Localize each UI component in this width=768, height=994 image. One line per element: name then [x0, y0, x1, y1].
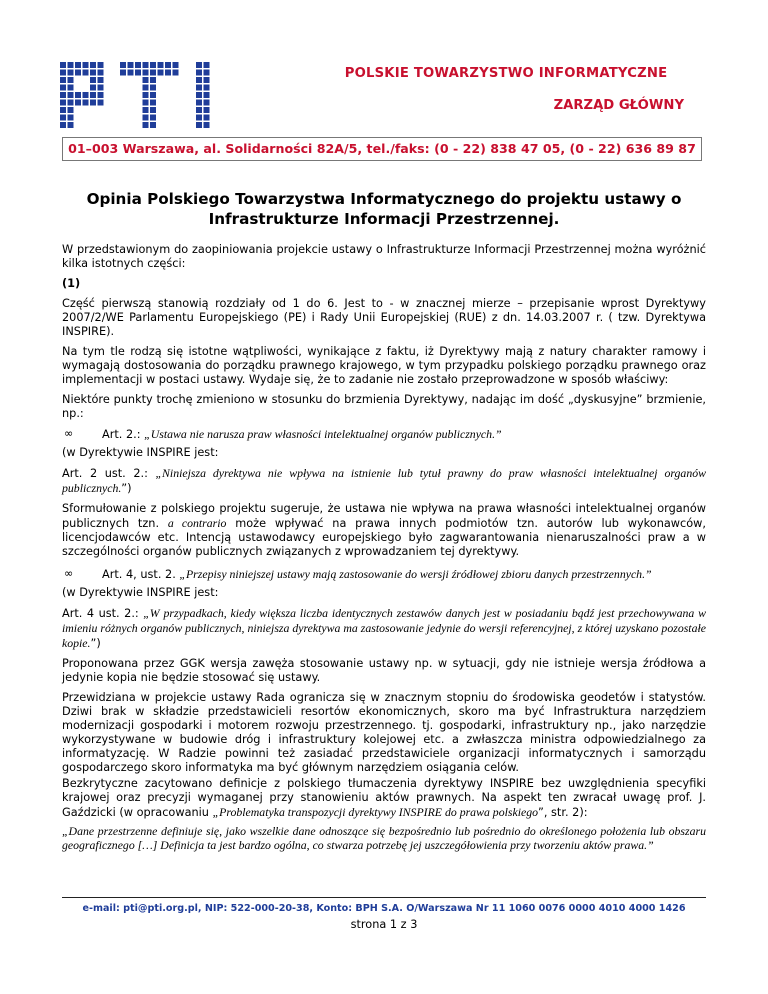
logo-pixel [83, 92, 89, 98]
logo-pixel [143, 122, 149, 128]
bullet1-ref-label: (w Dyrektywie INSPIRE jest: [62, 446, 219, 459]
logo-pixel [173, 62, 179, 68]
logo-pixel [75, 100, 81, 106]
footer-divider [62, 897, 706, 898]
logo-pixel [75, 62, 81, 68]
section1-paragraph: Część pierwszą stanowią rozdziały od 1 do 6. Jest to - w znacznej mierze – przepisanie wprost Dyrektywy 2007/2/WE Parlamentu Europejskiego (PE) i Rady Unii Europejskiej (RUE) z dn. 14.03.2007 r. ( tzw. Dyrektywa INSPIRE). [62, 297, 706, 338]
logo-pixel [60, 77, 66, 83]
bullet2-comment-1: Proponowana przez GGK wersja zawęża stosowanie ustawy np. w sytuacji, gdy nie istnieje wersja źródłowa a jedynie kopia nie będzie stosować się ustawy. [62, 657, 706, 684]
logo-pixel [60, 107, 66, 113]
logo-pixel [68, 77, 74, 83]
logo-pixel [204, 122, 210, 128]
logo-pixel [143, 100, 149, 106]
logo-pixel [68, 115, 74, 121]
bullet-icon: ∞ [64, 567, 74, 580]
logo-pixel [135, 70, 141, 76]
logo-pixel [90, 92, 96, 98]
bullet-icon: ∞ [64, 427, 74, 440]
logo-pixel [60, 115, 66, 121]
logo-pixel [158, 70, 164, 76]
final-quote: „Dane przestrzenne definiuje się, jako wszelkie dane odnoszące się bezpośrednio lub pośrednio do określonego położenia lub obszaru geograficznego […] Definicja ta jest bardzo ogólna, co stwarza potrzebę jej uszczegółowienia przy tworzeniu aktów prawa.” [62, 824, 706, 852]
logo-pixel [98, 100, 104, 106]
logo-pixel [150, 77, 156, 83]
logo-pixel [128, 70, 134, 76]
logo-pixel [143, 107, 149, 113]
bullet1-ref: Art. 2 ust. 2.: „Niniejsza dyrektywa nie wpływa na istnienie lub tytuł prawny do praw własności intelektualnej organów publicznych.”) [62, 466, 706, 495]
logo-pixel [204, 107, 210, 113]
logo-pixel [60, 62, 66, 68]
bullet-item-2 [64, 567, 706, 582]
logo-pixel [60, 85, 66, 91]
logo-pixel [143, 115, 149, 121]
pti-logo [60, 62, 318, 134]
paragraph-2: Na tym tle rodzą się istotne wątpliwości, wynikające z faktu, iż Dyrektywy mają z natury charakter ramowy i wymagają dostosowania do porządku prawnego krajowego, w tym przypadku polskiego porządku prawnego oraz implementacji w postaci ustawy. Wydaje się, że to zadanie nie zostało przeprowadzone w sposób właściwy: [62, 345, 706, 386]
logo-pixel [173, 70, 179, 76]
logo-pixel [165, 62, 171, 68]
logo-pixel [90, 100, 96, 106]
logo-pixel [128, 62, 134, 68]
bullet1-text: Art. 2.: „Ustawa nie narusza praw własności intelektualnej organów publicznych.” [102, 427, 502, 441]
logo-pixel [150, 122, 156, 128]
logo-pixel [68, 92, 74, 98]
logo-pixel [83, 62, 89, 68]
logo-pixel [90, 70, 96, 76]
logo-pixel [204, 77, 210, 83]
logo-pixel [60, 70, 66, 76]
logo-pixel [68, 122, 74, 128]
logo-pixel [98, 62, 104, 68]
logo-pixel [150, 100, 156, 106]
logo-pixel [196, 92, 202, 98]
paragraph-4: Bezkrytyczne zacytowano definicje z polskiego tłumaczenia dyrektywy INSPIRE bez uwzględnienia specyfiki krajowej oraz precyzji wymaganej przy stanowieniu aktów prawnych. Na aspekt ten zwracał uwagę prof. J. Gaździcki (w opracowaniu „Problematyka transpozycji dyrektywy INSPIRE do prawa polskiego”, str. 2): [62, 777, 706, 819]
footer-contact: e-mail: pti@pti.org.pl, NIP: 522-000-20-38, Konto: BPH S.A. O/Warszawa Nr 11 1060 0076 0000 4010 4000 1426 [82, 903, 686, 914]
logo-pixel [90, 62, 96, 68]
logo-pixel [196, 107, 202, 113]
logo-pixel [196, 100, 202, 106]
logo-pixel [90, 85, 96, 91]
logo-pixel [98, 77, 104, 83]
logo-pixel [150, 85, 156, 91]
logo-pixel [204, 85, 210, 91]
page-number: strona 1 z 3 [350, 918, 418, 931]
intro-paragraph: W przedstawionym do zaopiniowania projekcie ustawy o Infrastrukturze Informacji Przestrzennej można wyróżnić kilka istotnych części: [62, 243, 706, 270]
logo-pixel [150, 115, 156, 121]
logo-pixel [143, 92, 149, 98]
logo-pixel [135, 62, 141, 68]
bullet2-ref: Art. 4 ust. 2.: „W przypadkach, kiedy większa liczba identycznych zestawów danych jest w posiadaniu bądź jest przechowywana w imieniu różnych organów publicznych, niniejsza dyrektywa ma zastosowanie jedynie do wersji referencyjnej, z której uzyskano pozostałe kopie.”) [62, 606, 706, 650]
logo-pixel [204, 115, 210, 121]
bullet-item-1 [64, 427, 706, 442]
logo-pixel [165, 70, 171, 76]
logo-pixel [68, 85, 74, 91]
logo-pixel [150, 92, 156, 98]
logo-pixel [83, 70, 89, 76]
logo-pixel [60, 92, 66, 98]
logo-pixel [196, 85, 202, 91]
bullet2-ref-label: (w Dyrektywie INSPIRE jest: [62, 586, 219, 599]
logo-pixel [60, 100, 66, 106]
paragraph-3: Niektóre punkty trochę zmieniono w stosunku do brzmienia Dyrektywy, nadając im dość „dyskusyjne” brzmienie, np.: [62, 393, 706, 420]
logo-pixel [68, 107, 74, 113]
logo-pixel [196, 122, 202, 128]
organization-name: POLSKIE TOWARZYSTWO INFORMATYCZNE [344, 66, 668, 81]
logo-pixel [204, 92, 210, 98]
logo-pixel [90, 77, 96, 83]
logo-pixel [120, 70, 126, 76]
document-title: Opinia Polskiego Towarzystwa Informatycznego do projektu ustawy o Infrastrukturze Informacji Przestrzennej. [86, 190, 682, 228]
logo-pixel [150, 70, 156, 76]
logo-pixel [68, 62, 74, 68]
logo-pixel [204, 62, 210, 68]
logo-pixel [98, 85, 104, 91]
pti-logo-graphic [60, 62, 318, 130]
logo-pixel [75, 70, 81, 76]
logo-pixel [98, 92, 104, 98]
bullet2-text: Art. 4, ust. 2. „Przepisy niniejszej ustawy mają zastosowanie do wersji źródłowej zbioru danych przestrzennych.” [102, 567, 652, 581]
section-label: (1) [62, 277, 81, 290]
logo-pixel [98, 70, 104, 76]
logo-pixel [150, 62, 156, 68]
logo-pixel [150, 107, 156, 113]
logo-pixel [120, 62, 126, 68]
logo-pixel [60, 122, 66, 128]
logo-pixel [143, 62, 149, 68]
logo-pixel [196, 115, 202, 121]
logo-pixel [204, 100, 210, 106]
bullet1-comment: Sformułowanie z polskiego projektu sugeruje, że ustawa nie wpływa na prawa własności intelektualnej organów publicznych tzn. a contrario może wpływać na prawa innych podmiotów tzn. autorów lub wykonawców, licencjodawców etc. Intencją ustawodawcy europejskiego było zagwarantowania nienaruszalności praw a w szczególności organów publicznych związanych z wprowadzaniem tej dyrektywy. [62, 502, 706, 558]
logo-pixel [196, 77, 202, 83]
address-box: 01–003 Warszawa, al. Solidarności 82A/5, tel./faks: (0 - 22) 838 47 05, (0 - 22) 636 89 87 [62, 137, 702, 161]
logo-pixel [75, 92, 81, 98]
logo-pixel [83, 100, 89, 106]
logo-pixel [196, 62, 202, 68]
organization-unit: ZARZĄD GŁÓWNY [553, 98, 684, 113]
logo-pixel [143, 85, 149, 91]
bullet2-comment-2: Przewidziana w projekcie ustawy Rada ogranicza się w znacznym stopniu do środowiska geodetów i statystów. Dziwi brak w składzie przedstawicieli resortów ekonomicznych, skoro ma być Infrastruktura narzędziem modernizacji gospodarki i motorem rozwoju przestrzennego. tj. gospodarki, infrastruktury np., jako narzędzie wykorzystywane w budowie dróg i infrastruktury kolejowej etc. a zwłaszcza ministra odpowiedzialnego za informatyzację. W Radzie powinni też zasiadać przedstawiciele organizacji informatycznych i samorządu gospodarczego skoro informatyka ma być głównym narzędziem osiągania celów. [62, 691, 706, 774]
logo-pixel [68, 70, 74, 76]
logo-pixel [196, 70, 202, 76]
logo-pixel [68, 100, 74, 106]
logo-pixel [143, 70, 149, 76]
logo-pixel [204, 70, 210, 76]
logo-pixel [158, 62, 164, 68]
logo-pixel [143, 77, 149, 83]
document-body [62, 243, 706, 858]
